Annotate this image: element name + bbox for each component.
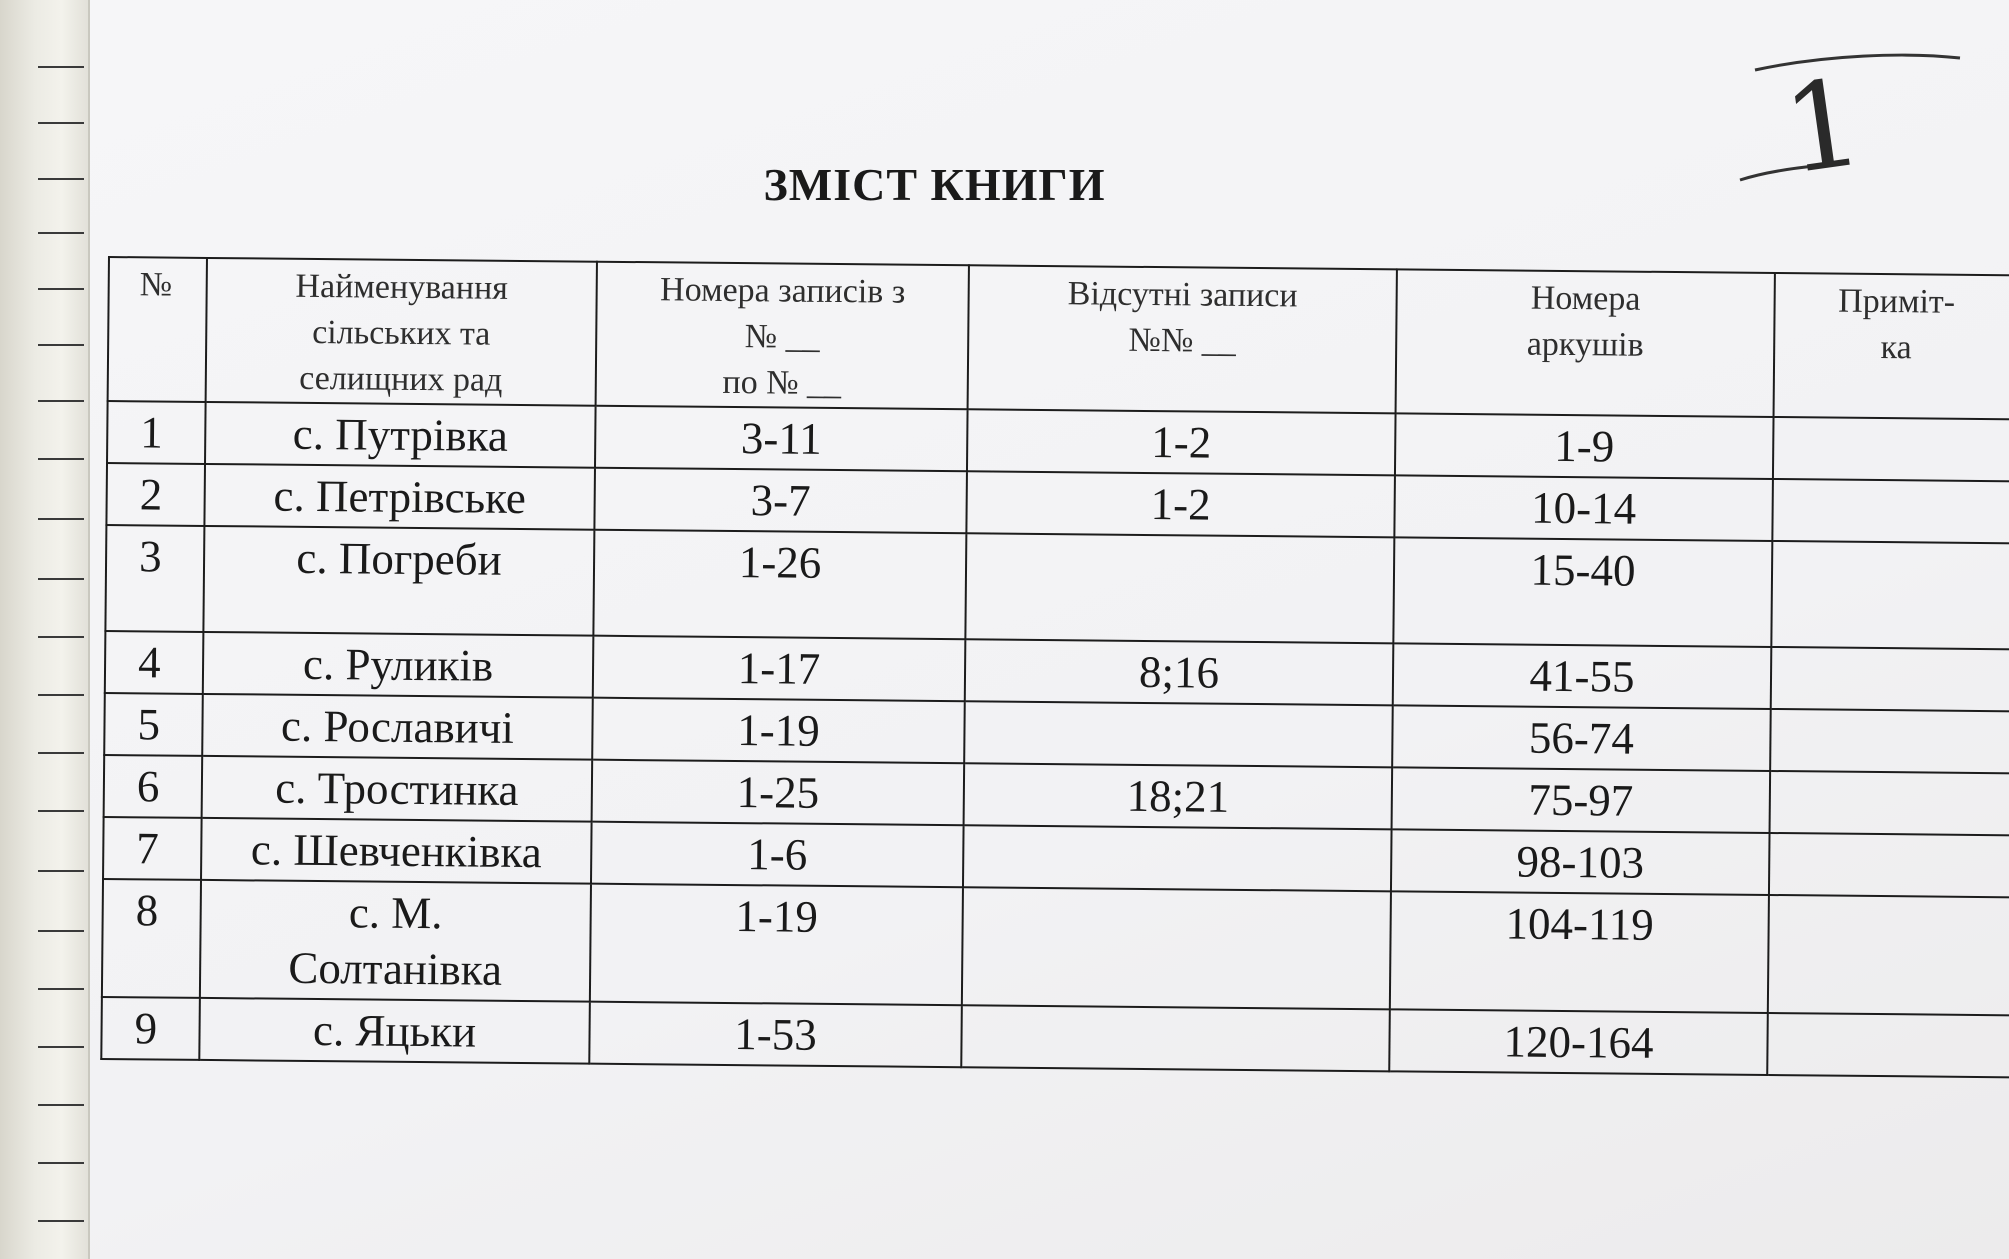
row-number: 1 <box>107 401 206 464</box>
sheet-range: 56-74 <box>1392 705 1771 771</box>
row-number: 2 <box>106 463 205 526</box>
record-range: 1-19 <box>590 884 963 1006</box>
note <box>1770 709 2009 773</box>
council-name: с. Рославичі <box>202 694 593 760</box>
missing-records <box>962 887 1391 1009</box>
sheet-range: 104-119 <box>1390 891 1769 1013</box>
header-number: № <box>108 257 207 402</box>
contents-table-wrap <box>100 256 2009 1078</box>
binding-stitch <box>38 458 84 460</box>
binding-stitch <box>38 288 84 290</box>
council-name: с. М. Солтанівка <box>200 880 591 1002</box>
missing-records: 18;21 <box>964 763 1393 829</box>
note <box>1768 895 2009 1015</box>
binding-stitch <box>38 1220 84 1222</box>
record-range: 1-19 <box>592 698 965 764</box>
binding-stitch <box>38 810 84 812</box>
council-name: с. Руликів <box>203 632 594 698</box>
header-sheet-numbers: Номера аркушів <box>1396 269 1775 417</box>
row-number: 6 <box>104 755 203 818</box>
row-number: 4 <box>105 631 204 694</box>
missing-records: 1-2 <box>966 471 1395 537</box>
binding-stitch <box>38 1162 84 1164</box>
record-range: 1-25 <box>592 760 965 826</box>
council-name: с. Петрівське <box>204 464 595 530</box>
header-record-numbers: Номера записів з № __ по № __ <box>596 262 969 410</box>
sheet-range: 1-9 <box>1395 413 1774 479</box>
binding-stitch <box>38 400 84 402</box>
sheet-range: 41-55 <box>1393 643 1772 709</box>
row-number: 5 <box>104 693 203 756</box>
missing-records: 8;16 <box>965 639 1394 705</box>
sheet-range: 15-40 <box>1393 537 1772 647</box>
header-missing-records: Відсутні записи №№ __ <box>968 265 1397 413</box>
page-title: ЗМІСТ КНИГИ <box>763 159 1106 210</box>
council-name: с. Шевченківка <box>201 818 592 884</box>
table-row <box>105 525 2009 649</box>
binding-stitch <box>38 1046 84 1048</box>
sheet-range: 98-103 <box>1391 829 1770 895</box>
binding-stitch <box>38 930 84 932</box>
sheet-range: 75-97 <box>1392 767 1771 833</box>
missing-records <box>961 1005 1390 1071</box>
note <box>1771 647 2009 711</box>
binding-stitch <box>38 66 84 68</box>
handwritten-sheet-number <box>1715 40 1975 200</box>
note <box>1770 771 2009 835</box>
binding-stitch <box>38 578 84 580</box>
record-range: 3-11 <box>595 406 968 472</box>
missing-records <box>963 825 1392 891</box>
sheet-range: 10-14 <box>1394 475 1773 541</box>
binding-stitch <box>38 988 84 990</box>
note <box>1773 417 2009 481</box>
note <box>1771 541 2009 649</box>
contents-table <box>100 256 2009 1078</box>
document-page <box>90 0 2009 1259</box>
row-number: 9 <box>101 997 200 1060</box>
missing-records <box>964 701 1393 767</box>
record-range: 1-26 <box>593 530 966 640</box>
record-range: 1-6 <box>591 822 964 888</box>
binding-stitch <box>38 344 84 346</box>
record-range: 1-17 <box>593 636 966 702</box>
header-council-name: Найменування сільських та селищних рад <box>206 258 597 406</box>
table-header-row <box>108 257 2009 419</box>
council-name: с. Погреби <box>203 526 594 636</box>
binding-stitch <box>38 232 84 234</box>
sheet-range: 120-164 <box>1389 1009 1768 1075</box>
council-name: с. Путрівка <box>205 402 596 468</box>
binding-stitch <box>38 694 84 696</box>
sheet-number: 1 <box>1775 53 1871 202</box>
binding-stitch <box>38 518 84 520</box>
row-number: 7 <box>103 817 202 880</box>
binding-stitch <box>38 122 84 124</box>
table-row <box>102 879 2009 1015</box>
note <box>1772 479 2009 543</box>
missing-records <box>965 533 1394 643</box>
binding-stitch <box>38 752 84 754</box>
binding-stitch <box>38 1104 84 1106</box>
council-name: с. Тростинка <box>202 756 593 822</box>
record-range: 3-7 <box>594 468 967 534</box>
record-range: 1-53 <box>589 1002 962 1068</box>
row-number: 3 <box>105 525 204 632</box>
council-name: с. Яцьки <box>199 998 590 1064</box>
note <box>1767 1013 2009 1077</box>
missing-records: 1-2 <box>967 409 1396 475</box>
header-note: Приміт- ка <box>1774 273 2009 419</box>
binding-stitch <box>38 870 84 872</box>
binding-stitch <box>38 636 84 638</box>
note <box>1769 833 2009 897</box>
row-number: 8 <box>102 879 201 998</box>
